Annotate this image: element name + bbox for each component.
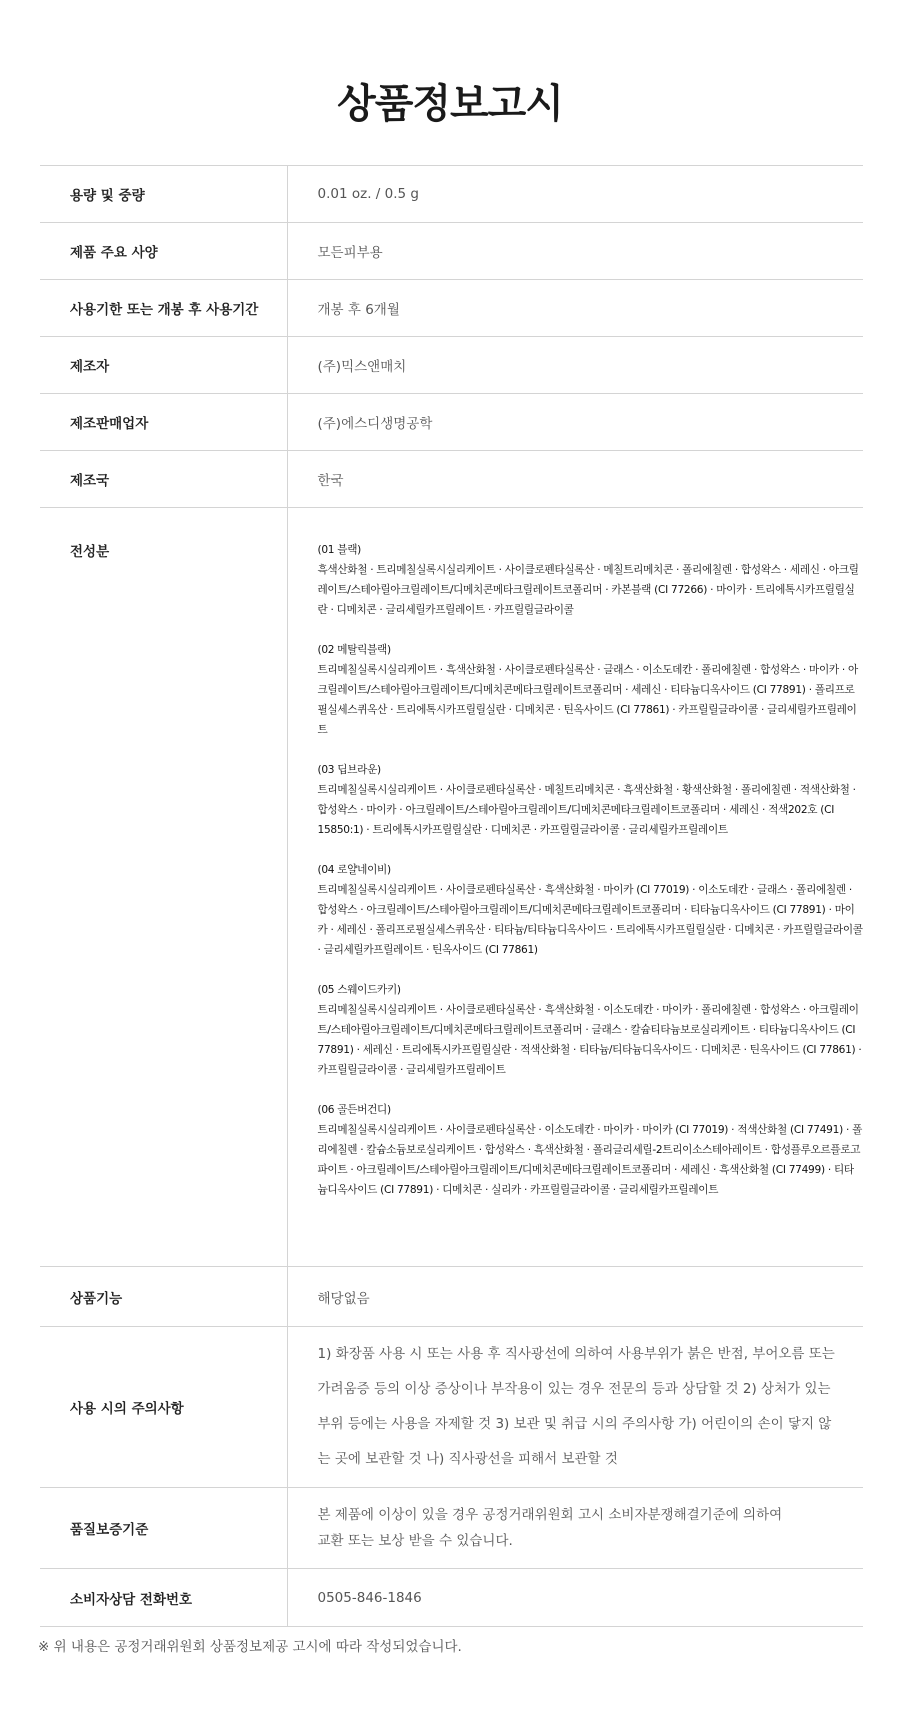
row-label: 사용기한 또는 개봉 후 사용기간: [40, 280, 287, 337]
row-label: 전성분: [40, 508, 287, 1267]
ingredient-shade-name: (05 스웨이드카키): [317, 984, 401, 996]
ingredient-shade-name: (02 메탈릭블랙): [317, 644, 391, 656]
ingredient-text: 트리메칠실록시실리케이트 · 사이클로펜타실록산 · 이소도데칸 · 마이카 · 마이카 (CI 77019) · 적색산화철 (CI 77491) · 폴리에칠렌 · 칼슘소듐보로실리케이트 · 합성왁스 · 흑색산화철 · 폴리글리세릴-2트리이소스테아레이트 · 합성플루오르플로고파이트 · 아크릴레이트/스테아릴아크릴레이트/디메치콘메타크릴레이트코폴리머 · 세레신 · 흑색산화철 (CI 77499) · 티타늄디옥사이드 (CI 77891) · 디메치콘 · 실리카 · 카프릴릴글라이콜 · 글리세릴카프릴레이트: [317, 1124, 863, 1196]
row-value: [287, 1327, 863, 1488]
table-row-phone: [40, 1569, 863, 1627]
row-value: [287, 1488, 863, 1569]
ingredient-text: 트리메칠실록시실리케이트 · 사이클로펜타실록산 · 흑색산화철 · 이소도데칸 · 마이카 · 폴리에칠렌 · 합성왁스 · 아크릴레이트/스테아릴아크릴레이트/디메치콘메타크릴레이트코폴리머 · 글래스 · 칼슘티타늄보로실리케이트 · 티타늄디옥사이드 (CI 77891) · 세레신 · 트리에톡시카프릴릴실란 · 적색산화철 · 티타늄/티타늄디옥사이드 · 디메치콘 · 틴옥사이드 (CI 77861) · 카프릴릴글라이콜 · 글리세릴카프릴레이트: [317, 1004, 862, 1076]
table-row-expiry: [40, 280, 863, 337]
ingredient-text: 트리메칠실록시실리케이트 · 흑색산화철 · 사이클로펜타실록산 · 글래스 · 이소도데칸 · 폴리에칠렌 · 합성왁스 · 마이카 · 아크릴레이트/스테아릴아크릴레이트/디메치콘메타크릴레이트코폴리머 · 세레신 · 티타늄디옥사이드 (CI 77891) · 폴리프로필실세스퀴옥산 · 트리에톡시카프릴릴실란 · 디메치콘 · 틴옥사이드 (CI 77861) · 카프릴릴글라이콜 · 글리세릴카프릴레이트: [317, 664, 858, 736]
page-title: 상품정보고시: [337, 81, 563, 127]
row-label: 용량 및 중량: [40, 166, 287, 223]
table-row-maker: [40, 337, 863, 394]
ingredient-group: [318, 760, 864, 840]
ingredient-shade-name: (03 딥브라운): [317, 764, 381, 776]
row-label: 제조국: [40, 451, 287, 508]
table-row-spec: [40, 223, 863, 280]
ingredient-shade-name: (01 블랙): [317, 544, 361, 556]
ingredient-group: [318, 980, 864, 1080]
table-row-quality: [40, 1488, 863, 1569]
row-value: 한국: [317, 473, 344, 489]
table-row-caution: [40, 1327, 863, 1488]
table-row-country: [40, 451, 863, 508]
row-value: 해당없음: [317, 1290, 370, 1307]
ingredient-group: [318, 860, 864, 960]
row-label: 제품 주요 사양: [40, 223, 287, 280]
row-label: 품질보증기준: [40, 1488, 287, 1569]
row-label: 제조자: [40, 337, 287, 394]
row-label: 소비자상담 전화번호: [40, 1569, 287, 1627]
row-value: 개봉 후 6개월: [317, 302, 400, 318]
ingredient-group: [318, 1100, 864, 1200]
ingredient-shade-name: (04 로얄네이비): [317, 864, 391, 876]
row-label: 사용 시의 주의사항: [40, 1327, 287, 1488]
footnote: ※ 위 내용은 공정거래위원회 상품정보제공 고시에 따라 작성되었습니다.: [38, 1639, 462, 1655]
ingredient-text: 트리메칠실록시실리케이트 · 사이클로펜타실록산 · 흑색산화철 · 마이카 (CI 77019) · 이소도데칸 · 글래스 · 폴리에칠렌 · 합성왁스 · 아크릴레이트/스테아릴아크릴레이트/디메치콘메타크릴레이트코폴리머 · 티타늄디옥사이드 (CI 77891) · 마이카 · 세레신 · 폴리프로필실세스퀴옥산 · 티타늄/티타늄디옥사이드 · 트리에톡시카프릴릴실란 · 디메치콘 · 카프릴릴글라이콜 · 글리세릴카프릴레이트 · 틴옥사이드 (CI 77861): [317, 884, 863, 956]
product-info-table: [40, 165, 863, 1627]
ingredient-group: [318, 640, 864, 740]
row-value: [287, 508, 863, 1267]
row-label: 상품기능: [40, 1267, 287, 1327]
table-row-volume: [40, 166, 863, 223]
row-value: (주)믹스앤매치: [317, 359, 407, 375]
quality-text: [318, 1502, 850, 1554]
quality-line-1: 본 제품에 이상이 있을 경우 공정거래위원회 고시 소비자분쟁해결기준에 의하여: [317, 1507, 783, 1523]
caution-text: 1) 화장품 사용 시 또는 사용 후 직사광선에 의하여 사용부위가 붉은 반점, 부어오름 또는 가려움증 등의 이상 증상이나 부작용이 있는 경우 전문의 등과 상담할 것 2) 상처가 있는 부위 등에는 사용을 자제할 것 3) 보관 및 취급 시의 주의사항 가) 어린이의 손이 닿지 않는 곳에 보관할 것 나) 직사광선을 피해서 보관할 것: [317, 1346, 835, 1467]
row-label: 제조판매업자: [40, 394, 287, 451]
quality-line-2: 교환 또는 보상 받을 수 있습니다.: [317, 1533, 513, 1549]
ingredients-list: [318, 540, 864, 1200]
table-row-ingredients: [40, 508, 863, 1267]
ingredient-group: [318, 540, 864, 620]
row-value: (주)에스디생명공학: [317, 416, 433, 432]
table-row-seller: [40, 394, 863, 451]
ingredient-text: 트리메칠실록시실리케이트 · 사이클로펜타실록산 · 메칠트리메치콘 · 흑색산화철 · 황색산화철 · 폴리에칠렌 · 적색산화철 · 합성왁스 · 마이카 · 아크릴레이트/스테아릴아크릴레이트/디메치콘메타크릴레이트코폴리머 · 세레신 · 적색202호 (CI 15850:1) · 트리에톡시카프릴릴실란 · 디메치콘 · 카프릴릴글라이콜 · 글리세릴카프릴레이트: [317, 784, 856, 836]
ingredient-shade-name: (06 골든버건디): [317, 1104, 391, 1116]
table-row-function: [40, 1267, 863, 1327]
ingredient-text: 흑색산화철 · 트리메칠실록시실리케이트 · 사이클로펜타실록산 · 메칠트리메치콘 · 폴리에칠렌 · 합성왁스 · 세레신 · 아크릴레이트/스테아릴아크릴레이트/디메치콘메타크릴레이트코폴리머 · 카본블랙 (CI 77266) · 마이카 · 트리에톡시카프릴릴실란 · 디메치콘 · 글리세릴카프릴레이트 · 카프릴릴글라이콜: [317, 564, 859, 616]
row-value: 0505-846-1846: [317, 1589, 422, 1606]
row-value: 모든피부용: [317, 245, 383, 261]
row-value: 0.01 oz. / 0.5 g: [317, 186, 419, 202]
